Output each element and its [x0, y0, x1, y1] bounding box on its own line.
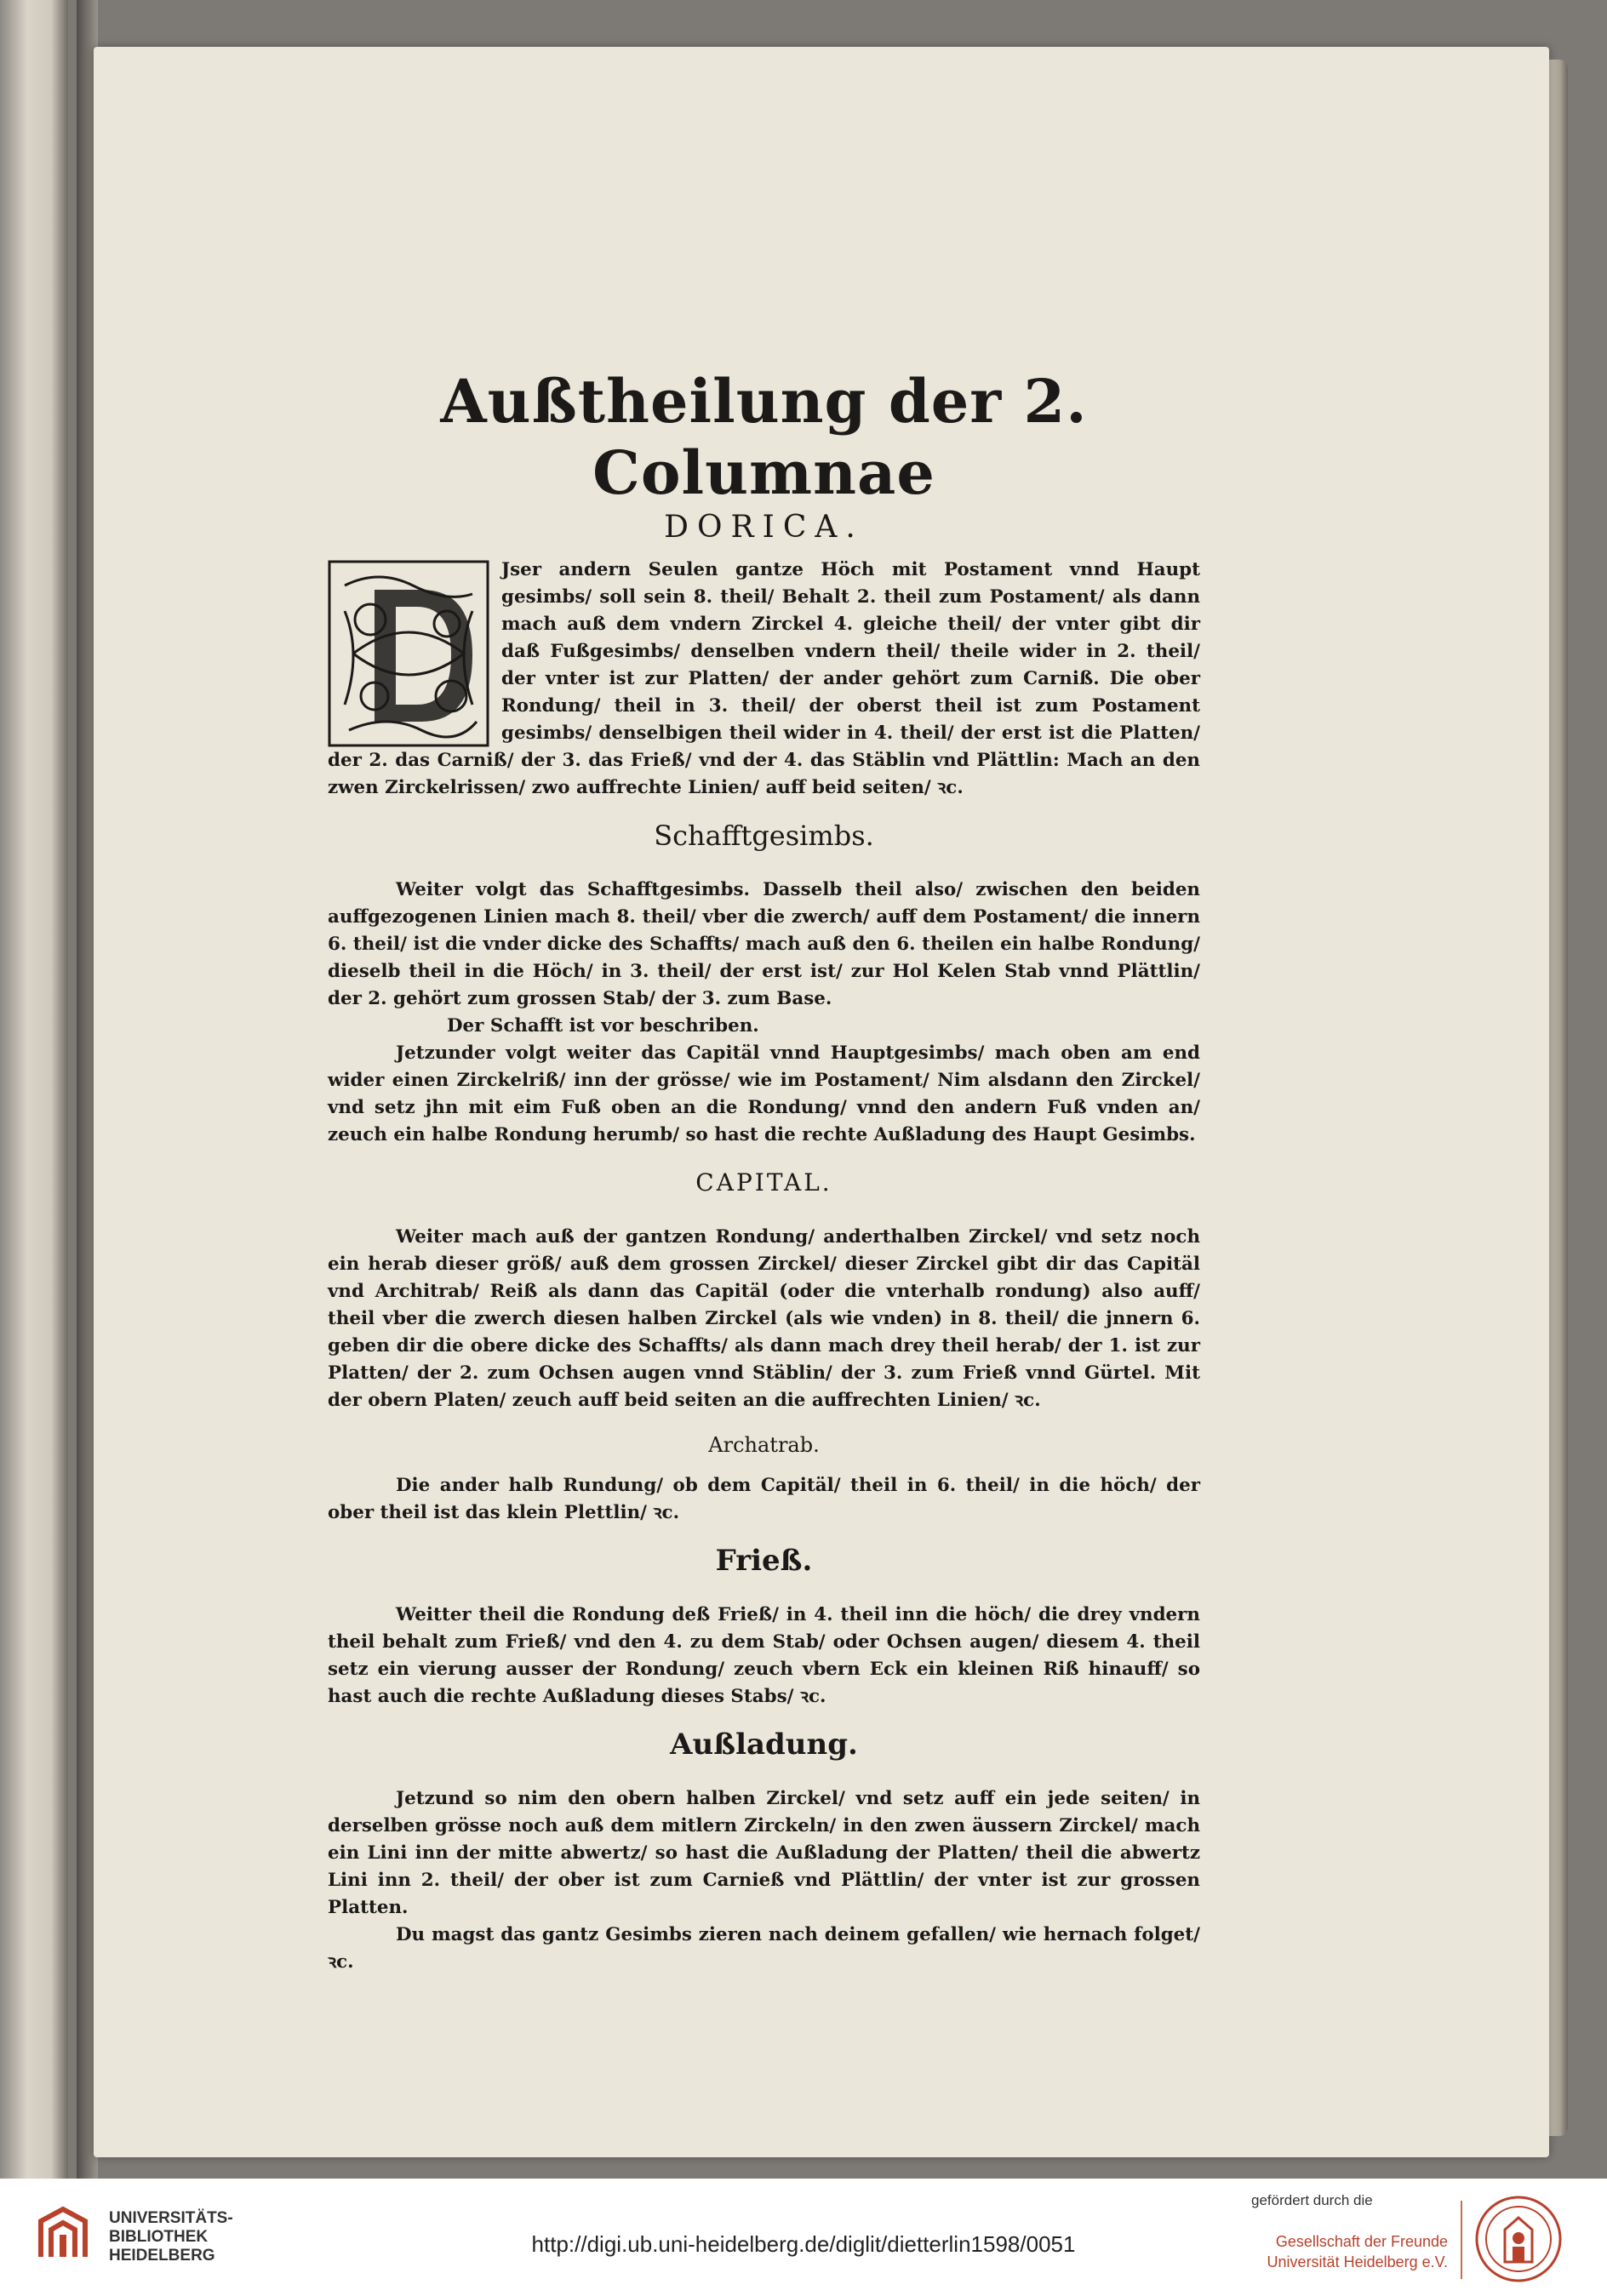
society-name: [1248, 2231, 1448, 2272]
page-subtitle: DORICA.: [664, 510, 864, 545]
section-heading: Schafftgesimbs.: [654, 820, 874, 852]
library-name-line: BIBLIOTHEK: [109, 2228, 209, 2246]
paragraph: Weiter volgt das Schafftgesimbs. Dasselb theil also/ zwischen den beiden auffgezogenen Linien mach 8. theil/ vber die zwerch/ auff dem Postament/ die innern 6. theil/ ist die vnder dicke des Schaffts/ mach auß den 6. theilen ein halbe Rondung/ dieselb theil in die Höch/ in 3. theil/ der erst ist/ zur Hol Kelen Stab vnnd Plättlin/ der 2. gehört zum grossen Stab/ der 3. zum Base.: [328, 879, 1200, 1009]
section-heading: CAPITAL.: [695, 1168, 832, 1197]
decorated-initial-icon: [328, 560, 489, 747]
intro-section: [328, 557, 1200, 802]
library-name-line: HEIDELBERG: [109, 2247, 215, 2265]
page-content: [328, 366, 1200, 1976]
library-name-line: UNIVERSITÄTS-: [109, 2209, 233, 2227]
facing-page-edge: [0, 0, 68, 2179]
section-heading: Archatrab.: [708, 1433, 820, 1457]
paragraph-line: Du magst das gantz Gesimbs zieren nach deinem gefallen/ wie hernach folget/ ꝛc.: [328, 1924, 1200, 1973]
paragraph: Jetzunder volgt weiter das Capitäl vnnd Hauptgesimbs/ mach oben am end wider einen Zirckelriß/ inn der grösse/ wie im Postament/ Nim alsdann den Zirckel/ vnd setz jhn mit eim Fuß oben an die Rondung/ vnnd den andern Fuß vnden an/ zeuch ein halbe Rondung herumb/ so hast die rechte Außladung des Haupt Gesimbs.: [328, 1042, 1200, 1145]
paragraph: Jetzund so nim den obern halben Zirckel/ vnd setz auff ein jede seiten/ in derselben grösse noch auß dem mitlern Zirckeln/ in den zwen äussern Zirckel/ mach ein Lini inn der mitte abwertz/ so hast die Außladung der Platten/ theil die abwertz Lini inn 2. theil/ der ober ist zum Carnieß vnd Plättlin/ der vnter ist zur grossen Platten.: [328, 1788, 1200, 1918]
footer-divider: [1461, 2201, 1462, 2279]
funded-by-label: gefördert durch die: [1251, 2192, 1373, 2208]
paragraph: Jser andern Seulen gantze Höch mit Postament vnnd Haupt gesimbs/ soll sein 8. theil/ Behalt 2. theil zum Postament/ als dann mach auß dem vndern Zirckel 4. gleiche theil/ der vnter gibt dir daß Fußgesimbs/ denselben vndern theil/ theile wider in 2. theil/ der vnter ist zur Platten/ der ander gehört zum Carniß. Die ober Rondung/ theil in 3. theil/ der oberst theil ist zum Postament gesimbs/ denselbigen theil wider in 4. theil/ der erst ist die Platten/ der 2. das Carniß/ der 3. das Frieß/ vnd der 4. das Stäblin vnd Plättlin: Mach an den zwen Zirckelrissen/ zwo auffrechte Linien/ auff beid seiten/ ꝛc.: [328, 559, 1200, 798]
society-name-line: Gesellschaft der Freunde: [1275, 2233, 1448, 2250]
section-heading: Frieß.: [715, 1544, 813, 1578]
section-heading: Außladung.: [670, 1728, 858, 1762]
page-title: Außtheilung der 2. Columnae: [440, 366, 1088, 508]
paragraph: Weiter mach auß der gantzen Rondung/ anderthalben Zirckel/ vnd setz noch ein herab dieser größ/ auß dem grossen Zirckel/ dieser Zirckel gibt dir das Capitäl vnd Architrab/ Reiß als dann das Capitäl (oder die vnterhalb rondung) also auff/ theil vber die zwerch diesen halben Zirckel (als wie vnden) in 8. theil/ die jnnern 6. geben dir die obere dicke des Schaffts/ als dann mach drey theil herab/ der 1. ist zur Platten/ der 2. zum Ochsen augen vnnd Stäblin/ der 3. zum Frieß vnnd Gürtel. Mit der obern Platen/ zeuch auff beid seiten an die auffrechten Linien/ ꝛc.: [328, 1226, 1200, 1411]
society-name-line: Universität Heidelberg e.V.: [1267, 2253, 1448, 2270]
paragraph-line: Der Schafft ist vor beschriben.: [447, 1015, 759, 1037]
paragraph: Die ander halb Rundung/ ob dem Capitäl/ theil in 6. theil/ in die höch/ der ober theil ist das klein Plettlin/ ꝛc.: [328, 1475, 1200, 1523]
footer-bar: [0, 2179, 1607, 2296]
university-seal-icon[interactable]: [1475, 2196, 1562, 2282]
permalink-url[interactable]: http://digi.ub.uni-heidelberg.de/diglit/dietterlin1598/0051: [531, 2231, 1076, 2257]
paragraph: Weitter theil die Rondung deß Frieß/ in 4. theil inn die höch/ die drey vndern theil behalt zum Frieß/ vnd den 4. zu dem Stab/ oder Ochsen augen/ diesem 4. theil setz ein vierung ausser der Rondung/ zeuch vbern Eck ein kleinen Riß hinauff/ so hast auch die rechte Außladung dieses Stabs/ ꝛc.: [328, 1604, 1200, 1707]
